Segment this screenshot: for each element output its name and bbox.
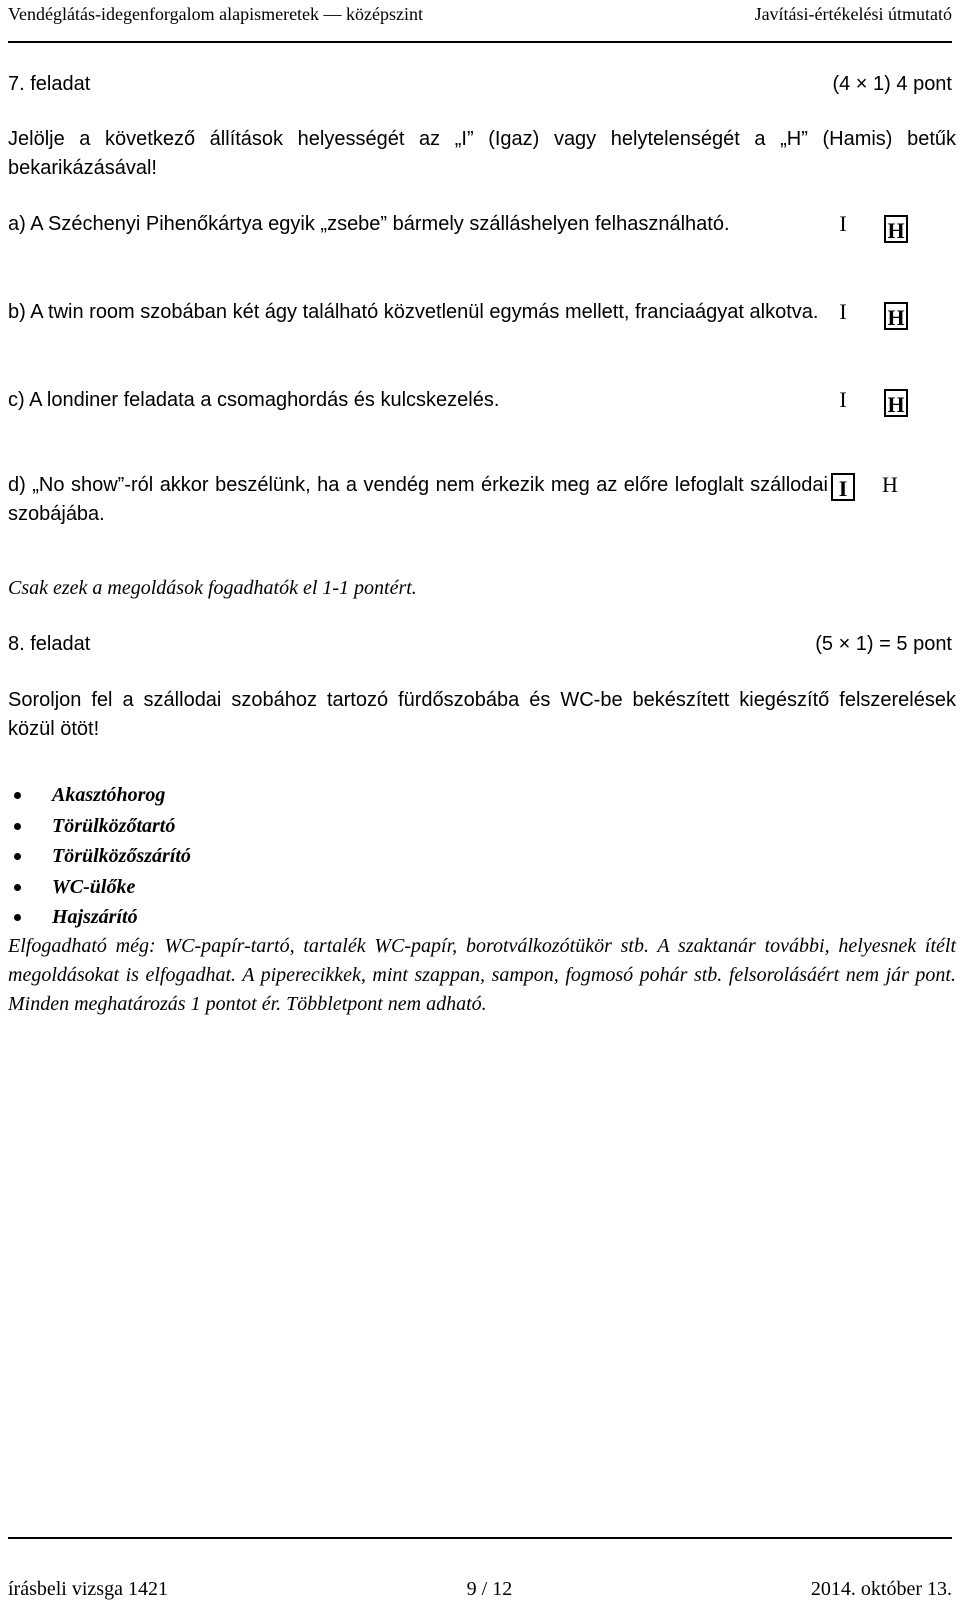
task8-answer-list: [8, 780, 191, 933]
statement-b: b) A twin room szobában két ágy található közvetlenül egymás mellett, franciaágyat alkotva.: [8, 301, 819, 323]
bullet-icon: [14, 853, 21, 860]
option-i-d-circled: I: [831, 473, 855, 501]
footer-left: írásbeli vizsga 1421: [8, 1578, 168, 1600]
option-i-c: I: [839, 387, 847, 412]
list-item: Hajszárító: [8, 902, 191, 933]
footer-date: 2014. október 13.: [810, 1578, 952, 1600]
bullet-icon: [14, 914, 21, 921]
list-item: WC-ülőke: [8, 872, 191, 903]
statement-d: d) „No show”-ról akkor beszélünk, ha a vendég nem érkezik meg az előre lefoglalt szállodai szobájába.: [8, 474, 828, 525]
bullet-icon: [14, 792, 21, 799]
task8-heading: [8, 633, 952, 656]
option-h-b-circled: H: [884, 302, 908, 330]
task7-note: Csak ezek a megoldások fogadhatók el 1-1 pontért.: [8, 577, 417, 599]
option-h-d: H: [882, 472, 898, 497]
bullet-icon: [14, 823, 21, 830]
task7-instruction: Jelölje a következő állítások helyességét az „I” (Igaz) vagy helytelenségét a „H” (Hamis) betűk bekarikázásával!: [8, 128, 956, 179]
task8-instruction: Soroljon fel a szállodai szobához tartozó fürdőszobába és WC-be bekészített kiegészítő felszerelések közül ötöt!: [8, 689, 956, 740]
statement-c: c) A londiner feladata a csomaghordás és kulcskezelés.: [8, 389, 500, 411]
list-item: Akasztóhorog: [8, 780, 191, 811]
task7-points: (4 × 1) 4 pont: [832, 73, 952, 95]
task8-title: 8. feladat: [8, 633, 91, 655]
statement-a: a) A Széchenyi Pihenőkártya egyik „zsebe” bármely szálláshelyen felhasználható.: [8, 213, 730, 235]
list-item: Törülközőtartó: [8, 811, 191, 842]
option-i-a: I: [839, 211, 847, 236]
task8-note: Elfogadható még: WC-papír-tartó, tartalék WC-papír, borotválkozótükör stb. A szaktanár további, helyesnek ítélt megoldásokat is elfogadhat. A piperecikkek, mint szappan, sampon, fogmosó pohár stb. felsorolásáért nem jár pont. Minden meghatározás 1 pontot ér. Többletpont nem adható.: [8, 935, 956, 1015]
option-h-c-circled: H: [884, 389, 908, 417]
option-h-a-circled: H: [884, 215, 908, 243]
task7-heading: [8, 73, 952, 96]
bullet-icon: [14, 884, 21, 891]
header-left: Vendéglátás-idegenforgalom alapismeretek — középszint: [8, 4, 424, 24]
task7-title: 7. feladat: [8, 73, 91, 95]
list-item: Törülközőszárító: [8, 841, 191, 872]
header-right: Javítási-értékelési útmutató: [754, 4, 952, 24]
task8-points: (5 × 1) = 5 pont: [815, 633, 952, 655]
page-header: [8, 4, 952, 43]
page-number: 9 / 12: [466, 1578, 513, 1600]
option-i-b: I: [839, 299, 847, 324]
page-footer: [8, 1578, 952, 1601]
footer-divider: [8, 1537, 952, 1539]
